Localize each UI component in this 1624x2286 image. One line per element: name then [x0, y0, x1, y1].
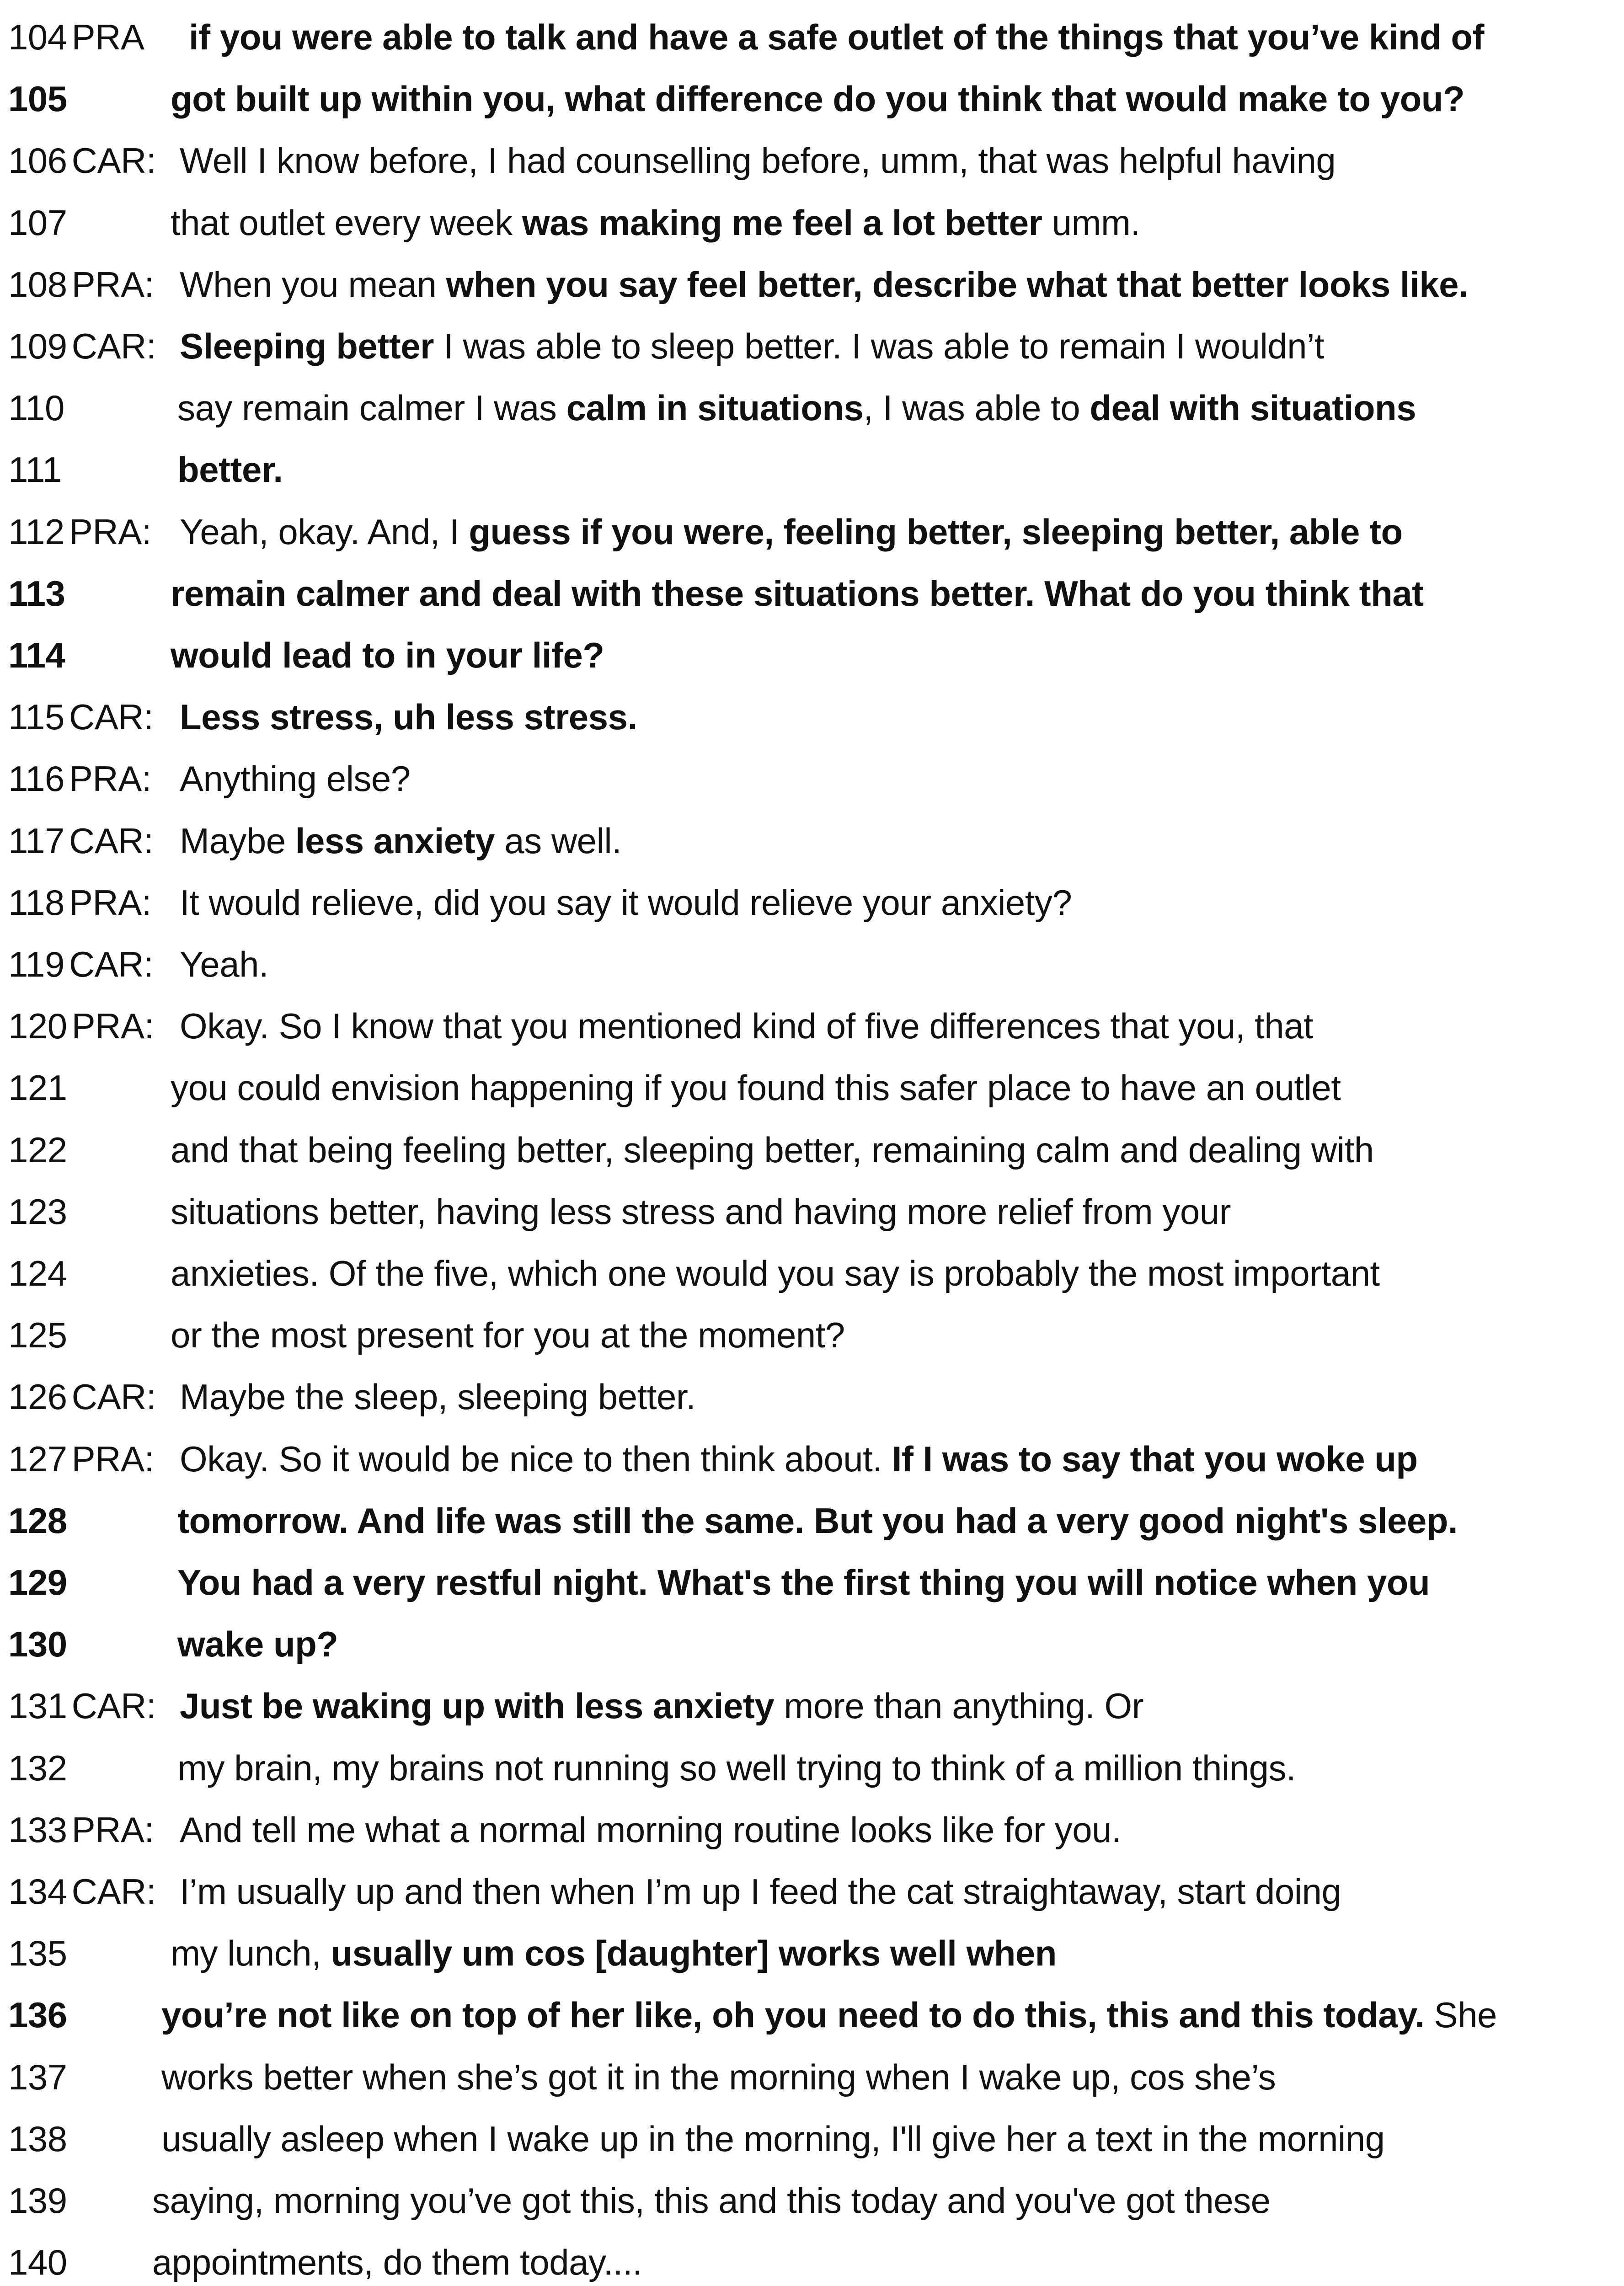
text-segment: my brain, my brains not running so well trying to think of a million things.	[177, 1747, 1296, 1788]
text-segment: that outlet every week	[171, 202, 522, 243]
speaker-tag: CAR:	[71, 1686, 156, 1726]
line-number: 131	[8, 1686, 67, 1726]
utterance-text	[171, 1119, 1374, 1181]
transcript-line	[8, 1119, 1618, 1181]
line-number: 129	[8, 1562, 67, 1602]
text-segment: Okay. So I know that you mentioned kind of five differences that you, that	[180, 1006, 1314, 1047]
line-number: 117	[8, 820, 64, 861]
text-segment: appointments, do them today....	[152, 2242, 642, 2283]
line-number: 119	[8, 944, 64, 984]
bold-segment: guess if you were, feeling better, sleeping better, able to	[469, 511, 1403, 552]
transcript-line	[8, 1243, 1618, 1304]
text-segment: saying, morning you’ve got this, this and this today and you've got these	[152, 2180, 1271, 2221]
speaker-tag: PRA:	[69, 758, 151, 799]
transcript-line	[8, 934, 1618, 995]
line-number: 110	[8, 388, 64, 428]
speaker-tag: CAR:	[71, 1377, 156, 1417]
utterance-text	[171, 1057, 1341, 1119]
transcript-line	[8, 254, 1618, 315]
line-number: 127	[8, 1438, 67, 1479]
line-number: 128	[8, 1500, 67, 1541]
speaker-tag: PRA:	[71, 1006, 154, 1047]
text-segment: you could envision happening if you found this safer place to have an outlet	[171, 1068, 1341, 1108]
transcript-line	[8, 1552, 1618, 1613]
transcript-line	[8, 2232, 1618, 2286]
line-number: 135	[8, 1933, 67, 1974]
transcript-line	[8, 1984, 1618, 2046]
line-number: 136	[8, 1995, 67, 2035]
transcript-line	[8, 2046, 1618, 2108]
line-number: 133	[8, 1809, 67, 1850]
utterance-text	[171, 563, 1424, 625]
utterance-text	[177, 377, 1416, 439]
utterance-text	[180, 1366, 695, 1428]
line-number: 112	[8, 511, 64, 552]
text-segment: Maybe	[180, 820, 295, 861]
line-number: 104	[8, 17, 67, 57]
text-segment: more than anything. Or	[774, 1686, 1144, 1726]
bold-segment: If I was to say that you woke up	[892, 1438, 1418, 1479]
speaker-tag: CAR:	[69, 820, 154, 861]
utterance-text	[177, 439, 283, 501]
utterance-text	[177, 1490, 1458, 1552]
bold-segment: got built up within you, what difference do you think that would make to you?	[171, 79, 1465, 119]
line-number: 139	[8, 2180, 67, 2221]
transcript-line	[8, 1428, 1618, 1490]
line-number: 109	[8, 326, 67, 366]
bold-segment: calm in situations	[566, 388, 864, 428]
transcript-line	[8, 563, 1618, 625]
transcript-line	[8, 1613, 1618, 1675]
bold-segment: was making me feel a lot better	[522, 202, 1042, 243]
utterance-text	[180, 810, 621, 872]
text-segment: Well I know before, I had counselling before, umm, that was helpful having	[180, 140, 1336, 181]
utterance-text	[171, 1181, 1231, 1243]
speaker-tag: PRA:	[69, 882, 151, 923]
utterance-text	[180, 995, 1313, 1057]
transcript-line	[8, 1366, 1618, 1428]
utterance-text	[180, 1675, 1143, 1737]
text-segment: And tell me what a normal morning routine looks like for you.	[180, 1809, 1122, 1850]
line-number: 121	[8, 1068, 67, 1108]
text-segment: usually asleep when I wake up in the morning, I'll give her a text in the morning	[161, 2118, 1385, 2159]
utterance-text	[180, 501, 1403, 563]
bold-segment: Sleeping better	[180, 326, 434, 366]
utterance-text	[171, 1923, 1057, 1984]
line-number: 125	[8, 1315, 67, 1356]
line-number: 120	[8, 1006, 67, 1047]
transcript-line	[8, 1304, 1618, 1366]
text-segment: Yeah, okay. And, I	[180, 511, 469, 552]
speaker-tag: PRA	[71, 17, 144, 57]
transcript-line	[8, 439, 1618, 501]
utterance-text	[180, 254, 1468, 315]
utterance-text	[161, 1984, 1497, 2046]
utterance-text	[152, 2170, 1271, 2232]
utterance-text	[189, 6, 1484, 68]
transcript-line	[8, 810, 1618, 872]
line-number: 111	[8, 449, 62, 490]
speaker-tag: CAR:	[69, 944, 154, 984]
utterance-text	[171, 192, 1140, 254]
utterance-text	[171, 68, 1464, 130]
bold-segment: tomorrow. And life was still the same. But you had a very good night's sleep.	[177, 1500, 1458, 1541]
text-segment: umm.	[1042, 202, 1140, 243]
line-number: 132	[8, 1747, 67, 1788]
utterance-text	[180, 1861, 1341, 1923]
line-number: 138	[8, 2118, 67, 2159]
bold-segment: wake up?	[177, 1624, 338, 1665]
utterance-text	[152, 2232, 642, 2286]
transcript-line	[8, 130, 1618, 192]
bold-segment: less anxiety	[295, 820, 495, 861]
line-number: 107	[8, 202, 67, 243]
bold-segment: Less stress, uh less stress.	[180, 697, 637, 737]
utterance-text	[177, 1613, 338, 1675]
line-number: 114	[8, 635, 65, 675]
bold-segment: would lead to in your life?	[171, 635, 604, 675]
line-number: 134	[8, 1871, 67, 1912]
text-segment: my lunch,	[171, 1933, 331, 1974]
line-number: 106	[8, 140, 67, 181]
utterance-text	[180, 130, 1336, 192]
utterance-text	[171, 625, 604, 686]
speaker-tag: PRA:	[71, 1809, 154, 1850]
transcript-line	[8, 872, 1618, 934]
transcript-line	[8, 377, 1618, 439]
transcript-line	[8, 686, 1618, 748]
utterance-text	[161, 2046, 1276, 2108]
utterance-text	[180, 686, 637, 748]
transcript-line	[8, 1737, 1618, 1799]
transcript-line	[8, 315, 1618, 377]
text-segment: I was able to sleep better. I was able to remain I wouldn’t	[433, 326, 1325, 366]
utterance-text	[180, 1428, 1418, 1490]
utterance-text	[180, 934, 268, 995]
text-segment: or the most present for you at the moment?	[171, 1315, 845, 1356]
transcript-line	[8, 748, 1618, 810]
transcript-line	[8, 1490, 1618, 1552]
speaker-tag: CAR:	[69, 697, 154, 737]
speaker-tag: CAR:	[71, 326, 156, 366]
transcript-line	[8, 1181, 1618, 1243]
text-segment: , I was able to	[863, 388, 1090, 428]
line-number: 126	[8, 1377, 67, 1417]
line-number: 113	[8, 573, 65, 614]
bold-segment: deal with situations	[1090, 388, 1416, 428]
bold-segment: remain calmer and deal with these situations better. What do you think that	[171, 573, 1424, 614]
line-number: 137	[8, 2056, 67, 2097]
transcript-line	[8, 2108, 1618, 2170]
speaker-tag: PRA:	[71, 1438, 154, 1479]
text-segment: Anything else?	[180, 758, 411, 799]
text-segment: and that being feeling better, sleeping better, remaining calm and dealing with	[171, 1129, 1374, 1170]
utterance-text	[161, 2108, 1385, 2170]
transcript-line	[8, 6, 1618, 68]
text-segment: anxieties. Of the five, which one would you say is probably the most important	[171, 1253, 1380, 1293]
utterance-text	[180, 315, 1324, 377]
transcript-line	[8, 995, 1618, 1057]
transcript-line	[8, 501, 1618, 563]
transcript-line	[8, 192, 1618, 254]
bold-segment: usually um cos [daughter] works well when	[331, 1933, 1057, 1974]
text-segment: situations better, having less stress and having more relief from your	[171, 1191, 1231, 1232]
transcript-line	[8, 1861, 1618, 1923]
text-segment: When you mean	[180, 264, 446, 304]
text-segment: as well.	[495, 820, 622, 861]
utterance-text	[180, 872, 1072, 934]
transcript-line	[8, 1923, 1618, 1984]
text-segment: say remain calmer I was	[177, 388, 566, 428]
line-number: 116	[8, 758, 64, 799]
text-segment: It would relieve, did you say it would relieve your anxiety?	[180, 882, 1072, 923]
speaker-tag: PRA:	[69, 511, 151, 552]
utterance-text	[171, 1243, 1380, 1304]
text-segment: Okay. So it would be nice to then think about.	[180, 1438, 892, 1479]
bold-segment: if you were able to talk and have a safe outlet of the things that you’ve kind of	[189, 17, 1484, 57]
line-number: 105	[8, 79, 67, 119]
transcript-line	[8, 2170, 1618, 2232]
transcript-line	[8, 1057, 1618, 1119]
line-number: 122	[8, 1129, 67, 1170]
speaker-tag: CAR:	[71, 1871, 156, 1912]
text-segment: She	[1424, 1995, 1497, 2035]
text-segment: works better when she’s got it in the morning when I wake up, cos she’s	[161, 2056, 1276, 2097]
utterance-text	[171, 1304, 845, 1366]
speaker-tag: CAR:	[71, 140, 156, 181]
utterance-text	[177, 1737, 1296, 1799]
bold-segment: when you say feel better, describe what that better looks like.	[446, 264, 1469, 304]
line-number: 123	[8, 1191, 67, 1232]
transcript-line	[8, 68, 1618, 130]
line-number: 108	[8, 264, 67, 304]
text-segment: I’m usually up and then when I’m up I feed the cat straightaway, start doing	[180, 1871, 1341, 1912]
text-segment: Yeah.	[180, 944, 269, 984]
utterance-text	[180, 1799, 1121, 1861]
text-segment: Maybe the sleep, sleeping better.	[180, 1377, 696, 1417]
utterance-text	[177, 1552, 1430, 1613]
bold-segment: better.	[177, 449, 283, 490]
transcript-line	[8, 1799, 1618, 1861]
bold-segment: Just be waking up with less anxiety	[180, 1686, 775, 1726]
bold-segment: you’re not like on top of her like, oh you need to do this, this and this today.	[161, 1995, 1425, 2035]
utterance-text	[180, 748, 411, 810]
line-number: 130	[8, 1624, 67, 1665]
bold-segment: You had a very restful night. What's the first thing you will notice when you	[177, 1562, 1430, 1602]
line-number: 140	[8, 2242, 67, 2283]
line-number: 115	[8, 697, 64, 737]
line-number: 118	[8, 882, 64, 923]
line-number: 124	[8, 1253, 67, 1293]
transcript-line	[8, 1675, 1618, 1737]
transcript-line	[8, 625, 1618, 686]
speaker-tag: PRA:	[71, 264, 154, 304]
